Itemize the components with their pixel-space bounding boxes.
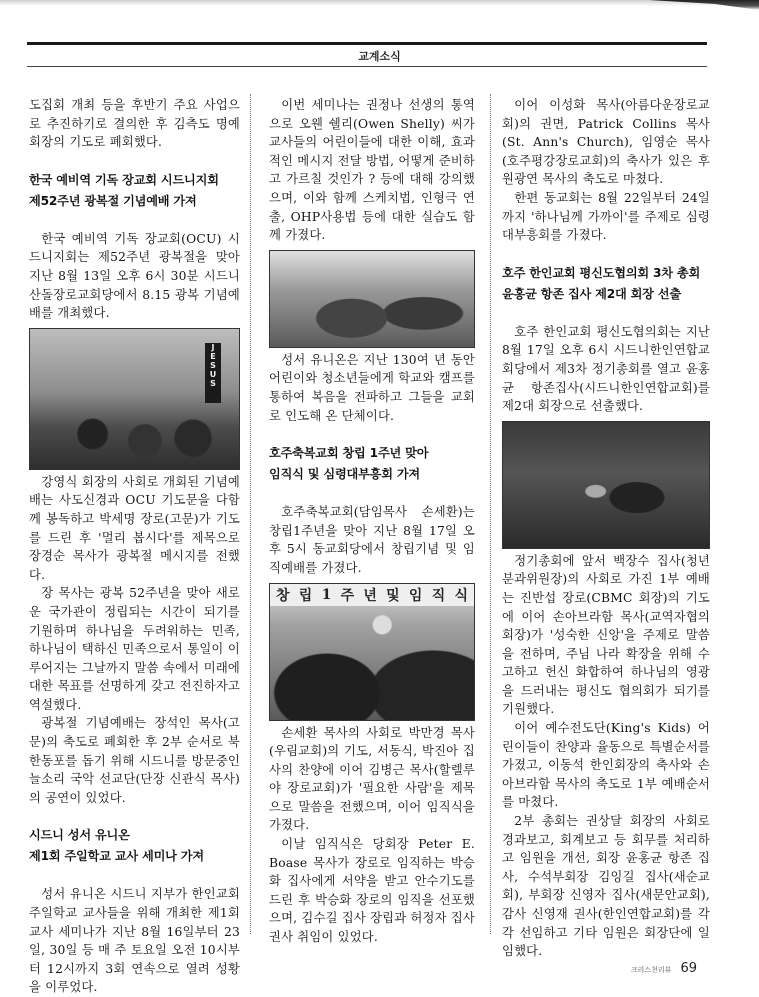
photo-banner: 창 립 1 주 년 및 임 직 식 [270, 584, 474, 606]
article-headline [269, 443, 475, 485]
header-rule-top [27, 42, 707, 45]
article-paragraph: 성서 유니온은 지난 130여 년 동안 어린이와 청소년들에게 학교와 캠프를 통하여 복음을 전파하고 그들을 교회로 인도해 온 단체이다. [269, 352, 475, 423]
seminar-photo [269, 250, 475, 348]
headline-line: 윤홍균 항존 집사 제2대 회장 선출 [502, 286, 681, 301]
headline-line: 시드니 성서 유니온 [29, 828, 130, 843]
column-divider [250, 94, 251, 934]
headline-line: 제52주년 광복절 기념예배 가져 [29, 193, 197, 208]
jesus-banner: JESUS [205, 343, 221, 403]
headline-line: 호주 한인교회 평신도협의회 3차 총회 [502, 265, 701, 280]
article-paragraph: 이어 예수전도단(King's Kids) 어린이들이 찬양과 율동으로 특별순서를 가졌고, 이동석 한인회장의 축사와 손아브라함 목사의 축도로 1부 예배순서를 마쳤다. [502, 721, 710, 810]
article-paragraph: 한편 동교회는 8월 22일부터 24일까지 '하나님께 가까이'를 주제로 심령 대부흥회를 가졌다. [502, 190, 710, 243]
article-paragraph: 한국 예비역 기독 장교회(OCU) 시드니지회는 제52주년 광복절을 맞아 지난 8월 13일 오후 6시 30분 시드니산돌장로교회당에서 8.15 광복 기념예배를 개최했다. [29, 231, 240, 321]
column-2 [269, 96, 475, 947]
worship-service-photo [29, 328, 240, 470]
article-paragraph: 성서 유니온 시드니 지부가 한인교회 주일학교 교사들을 위해 개최한 제1회 교사 세미나가 지난 8월 16일부터 23일, 30일 등 매 주 토요일 오전 10시부터 12시까지 3회 연속으로 열려 성황을 이루었다. [29, 887, 240, 995]
scan-edge-shadow [0, 0, 759, 6]
headline-line: 호주축복교회 창립 1주년 맞아 [269, 446, 429, 461]
column-divider [490, 94, 491, 934]
article-paragraph: 호주축복교회(담임목사 손세환)는 창립1주년을 맞아 지난 8월 17일 오후 5시 동교회당에서 창립기념 및 임직예배를 가졌다. [269, 505, 475, 575]
section-label: 교계소식 [358, 50, 401, 63]
article-paragraph: 정기총회에 앞서 백장수 집사(청년분과위원장)의 사회로 가진 1부 예배는 진반섭 장로(CBMC 회장)의 기도에 이어 손아브라함 목사(교역자협의회장)가 '성숙한 신앙'을 주제로 말씀을 전하며, 주님 나라 확장을 위해 수고하고 헌신 화합하여 하나님의 영광을 드러내는 평신도 협의회가 되기를 기원했다. [502, 553, 710, 717]
header-rule-bottom [27, 66, 707, 67]
continued-paragraph: 도집회 개최 등을 후반기 주요 사업으로 추진하기로 결의한 후 김측도 명예회장의 기도로 폐회했다. [29, 98, 240, 150]
page-number: 69 [680, 961, 697, 976]
article-headline [29, 170, 240, 212]
publication-name: 크리스천리뷰 [630, 966, 672, 974]
column-3 [502, 96, 710, 961]
article-paragraph: 손세환 목사의 사회로 박만경 목사(우림교회)의 기도, 서동식, 박진아 집사의 찬양에 이어 김병근 목사(할렐루야 장로교회)가 '필요한 사람'을 제목으로 말씀을 전했으며, 이어 임직식을 가졌다. [269, 725, 475, 833]
article-paragraph: 이어 이성화 목사(아름다운장로교회)의 권면, Patrick Collins 목사(St. Ann's Church), 임영순 목사(호주평강장로교회)의 축사가 있은 후 원광연 목사의 축도로 마쳤다. [502, 98, 710, 187]
article-paragraph: 2부 총회는 권상달 회장의 사회로 경과보고, 회계보고 등 회무를 처리하고 임원을 개선, 회장 윤홍균 항존 집사, 수석부회장 김잉길 집사(새순교회), 부회장 신영자 집사(새문안교회), 감사 신영재 권사(한인연합교회)를 각각 선임하고 기타 임원은 회장단에 일임했다. [502, 814, 710, 959]
article-headline [29, 825, 240, 867]
article-paragraph: 호주 한인교회 평신도협의회는 지난 8월 17일 오후 6시 시드니한인연합교회당에서 제3차 정기총회를 열고 윤홍균 항존집사(시드니한인연합교회)를 제2대 회장으로 선출했다. [502, 324, 710, 414]
headline-line: 임직식 및 심령대부흥회 가져 [269, 467, 421, 482]
article-paragraph: 장 목사는 광복 52주년을 맞아 새로운 국가관이 정립되는 시간이 되기를 기원하며 하나님을 두려워하는 민족, 하나님이 택하신 민족으로서 통일이 이루어지는 그날까지 말씀 속에서 미래에 대한 목표를 선명하게 갖고 전진하자고 역설했다. [29, 586, 240, 712]
headline-line: 제1회 주일학교 교사 세미나 가져 [29, 849, 204, 864]
article-paragraph: 강영식 회장의 사회로 개회된 기념예배는 사도신경과 OCU 기도문을 다함께 봉독하고 박세명 장로(고문)가 기도를 드린 후 '멀리 봅시다'를 제목으로 장경순 목사가 광복절 메시지를 전했다. [29, 474, 240, 582]
page-footer [631, 957, 697, 976]
column-1 [29, 96, 240, 997]
article-paragraph: 이날 임직식은 당회장 Peter E. Boase 목사가 장로로 임직하는 박승화 집사에게 서약을 받고 안수기도를 드린 후 박승화 장로의 임직을 선포했으며, 김수길 집사 장립과 허정자 집사 권사 취임이 있었다. [269, 837, 475, 945]
article-paragraph: 광복절 기념예배는 장석인 목사(고문)의 축도로 폐회한 후 2부 순서로 북한동포를 돕기 위해 시드니를 방문중인 늘소리 국악 선교단(단장 신관식 목사)의 공연이 있었다. [29, 716, 240, 805]
article-headline [502, 263, 710, 305]
general-assembly-photo [502, 421, 710, 549]
article-paragraph: 이번 세미나는 권정나 선생의 통역으로 오웬 쉘리(Owen Shelly) 씨가 교사들의 어린이들에 대한 이해, 효과적인 메시지 전달 방법, 어떻게 준비하고 가르칠 것인가 ? 등에 대해 강의했으며, 이와 함께 스케치법, 인형극 연출, OHP사용법 등에 대한 실습도 함께 가졌다. [269, 98, 475, 243]
ordination-photo [269, 583, 475, 721]
headline-line: 한국 예비역 기독 장교회 시드니지회 [29, 172, 219, 187]
